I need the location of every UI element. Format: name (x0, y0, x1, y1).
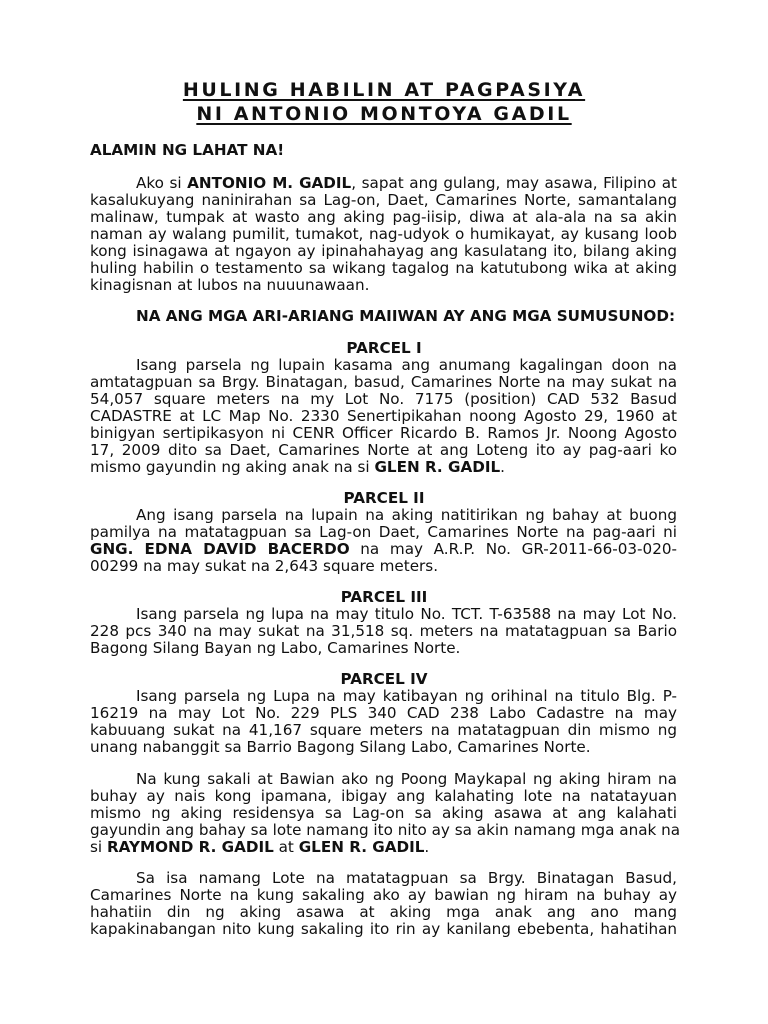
parcel-1-line: binigyan sertipikasyon ni CENR Officer Ricardo B. Ramos Jr. Noong Agosto (90, 424, 677, 442)
parcel-2-heading: PARCEL II (343, 489, 425, 507)
parcel-4-line: Isang parsela ng Lupa na may katibayan ng orihinal na titulo Blg. P- (136, 687, 677, 705)
bequest-1-line: Na kung sakali at Bawian ako ng Poong Maykapal ng aking hiram na (136, 770, 677, 788)
bequest-1-line: buhay ay nais kong ipamana, ibigay ang kalahating lote na natatayuan (90, 787, 677, 805)
document-title-line-1: HULING HABILIN AT PAGPASIYA (182, 79, 586, 101)
intro-line: Ako si ANTONIO M. GADIL, sapat ang gulang, may asawa, Filipino at (136, 174, 678, 192)
parcel-1-line: 17, 2009 dito sa Daet, Camarines Norte at ang Loteng ito ay pag-aari ko (90, 441, 677, 459)
parcel-2-line: GNG. EDNA DAVID BACERDO na may A.R.P. No. GR-2011-66-03-020- (90, 540, 677, 558)
intro-line: kasalukuyang naninirahan sa Lag-on, Daet, Camarines Norte, samantalang (90, 191, 677, 209)
heir-name: RAYMOND R. GADIL (106, 838, 274, 856)
parcel-4-line: kabuuang sukat na 41,167 square meters na matatagpuan din mismo ng (90, 721, 677, 739)
parcel-4-line: unang nabanggit sa Barrio Bagong Silang Labo, Camarines Norte. (90, 738, 591, 756)
parcel-1-heading: PARCEL I (346, 339, 422, 357)
parcel-1-line: 54,057 square meters na my Lot No. 7175 (position) CAD 532 Basud (90, 390, 677, 408)
parcel-3-heading: PARCEL III (340, 588, 428, 606)
intro-line: naman ay walang pumilit, tumakot, nag-udyok o humikayat, ay kusang loob (90, 225, 677, 243)
parcel-1-line: mismo gayundin ng aking anak na si GLEN R. GADIL. (90, 458, 505, 476)
heir-name: GLEN R. GADIL (374, 458, 501, 476)
parcel-1-line: Isang parsela ng lupain kasama ang anumang kagalingan doon na (136, 356, 677, 374)
heir-name: GLEN R. GADIL (298, 838, 425, 856)
intro-line: malinaw, tumpak at wasto ang aking pag-iisip, diwa at ala-ala na sa akin (90, 208, 677, 226)
bequest-1-line: si RAYMOND R. GADIL at GLEN R. GADIL. (90, 838, 430, 856)
intro-line: kinagisnan at lubos na nuuunawaan. (90, 276, 370, 294)
parcel-4-heading: PARCEL IV (340, 670, 428, 688)
salutation: ALAMIN NG LAHAT NA! (90, 141, 285, 159)
bequest-2-line: kapakinabangan nito kung sakaling ito rin ay kanilang ebebenta, hahatihan (90, 920, 677, 938)
parcel-1-line: amtatagpuan sa Brgy. Binatagan, basud, Camarines Norte na may sukat na (90, 373, 677, 391)
properties-heading: NA ANG MGA ARI-ARIANG MAIIWAN AY ANG MGA SUMUSUNOD: (136, 307, 676, 325)
bequest-1-line: gayundin ang bahay sa lote namang ito nito ay sa akin namang mga anak na (90, 821, 681, 839)
bequest-2-line: Camarines Norte na kung sakaling ako ay bawian ng hiram na buhay ay (90, 886, 677, 904)
parcel-3-line: Bagong Silang Bayan ng Labo, Camarines Norte. (90, 639, 461, 657)
testator-name: ANTONIO M. GADIL (187, 174, 352, 192)
intro-line: kong isinagawa at ngayon ay ipinahahayag ang kasulatang ito, bilang aking (90, 242, 677, 260)
parcel-2-line: 00299 na may sukat na 2,643 square meters. (90, 557, 439, 575)
parcel-3-line: Isang parsela ng lupa na may titulo No. TCT. T-63588 na may Lot No. (136, 605, 677, 623)
parcel-4-line: 16219 na may Lot No. 229 PLS 340 CAD 238 Labo Cadastre na may (90, 704, 677, 722)
bequest-1-line: mismo ng aking residensya sa Lag-on sa aking asawa at ang kalahati (90, 804, 677, 822)
parcel-3-line: 228 pcs 340 na may sukat na 31,518 sq. meters na matatagpuan sa Bario (90, 622, 677, 640)
parcel-2-line: Ang isang parsela na lupain na aking natitirikan ng bahay at buong (136, 506, 677, 524)
parcel-2-line: pamilya na matatagpuan sa Lag-on Daet, Camarines Norte na pag-aari ni (90, 523, 677, 541)
document-title-line-2: NI ANTONIO MONTOYA GADIL (196, 103, 572, 125)
owner-name: GNG. EDNA DAVID BACERDO (90, 540, 350, 558)
bequest-2-line: Sa isa namang Lote na matatagpuan sa Brgy. Binatagan Basud, (136, 869, 677, 887)
bequest-2-line: hahatiin din ng aking asawa at aking mga anak ang ano mang (90, 903, 677, 921)
intro-line: huling habilin o testamento sa wikang tagalog na katutubong wika at aking (90, 259, 677, 277)
parcel-1-line: CADASTRE at LC Map No. 2330 Senertipikahan noong Agosto 29, 1960 at (90, 407, 677, 425)
